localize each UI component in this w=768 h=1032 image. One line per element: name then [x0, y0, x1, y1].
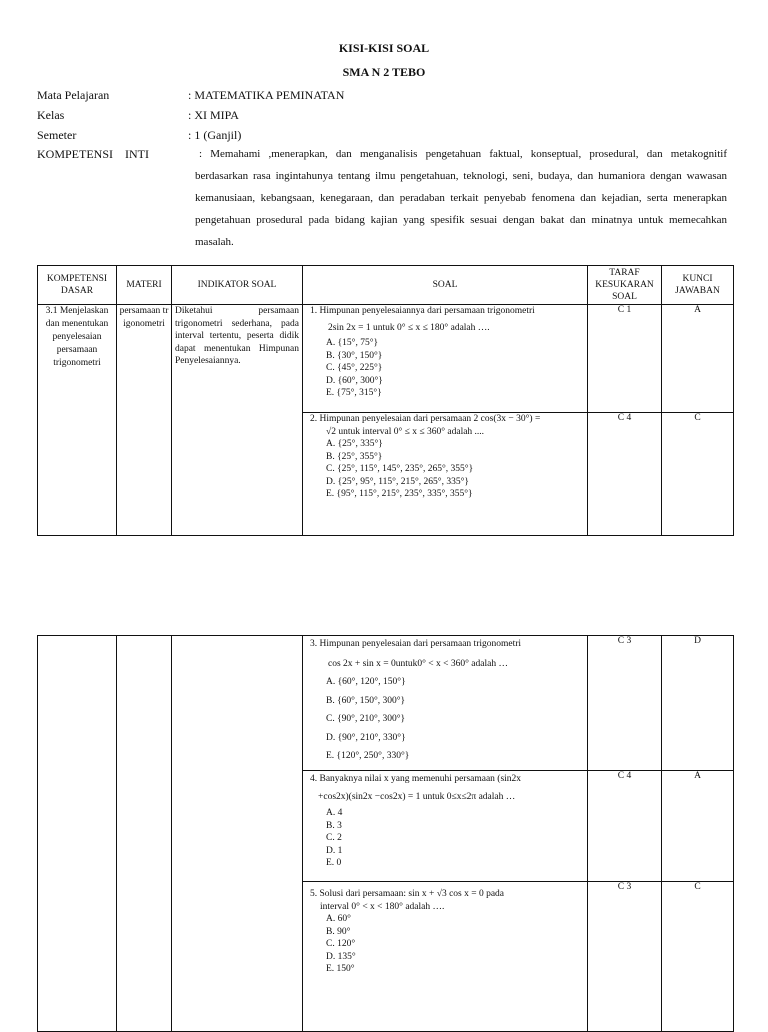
school-name: SMA N 2 TEBO	[342, 65, 426, 79]
option-a: A. {15°, 75°}	[326, 338, 379, 348]
option-a: A. 4	[326, 808, 343, 818]
grid-table-page-1	[37, 265, 734, 536]
question-math: interval 0° < x < 180° adalah ….	[320, 901, 445, 912]
indikator-cell: Diketahui persamaan trigonometri sederhana, pada interval tertentu, peserta didik dapat menentukan Himpunan Penyelesaiannya.	[172, 305, 303, 536]
option-c: C. {25°, 115°, 145°, 235°, 265°, 355°}	[326, 464, 474, 474]
indikator-cell-empty	[172, 636, 303, 1032]
option-a: A. {25°, 335°}	[326, 439, 383, 449]
option-a: A. 60°	[326, 914, 351, 924]
question-3	[303, 636, 588, 771]
header-taraf: TARAF KESUKARAN SOAL	[588, 266, 662, 305]
question-stem: 3. Himpunan penyelesaian dari persamaan trigonometri	[310, 639, 522, 649]
option-d: D. {90°, 210°, 330°}	[326, 732, 406, 743]
header-kd: KOMPETENSI DASAR	[38, 266, 117, 305]
header-kunci: KUNCI JAWABAN	[662, 266, 734, 305]
option-e: E. 150°	[326, 964, 355, 974]
option-e: E. {75°, 315°}	[326, 388, 382, 398]
option-b: B. {25°, 355°}	[326, 451, 383, 462]
option-c: C. {90°, 210°, 300°}	[326, 714, 406, 724]
option-b: B. {30°, 150°}	[326, 350, 383, 361]
option-b: B. 3	[326, 820, 342, 831]
kd-cell: 3.1 Menjelaskan dan menentukan penyelesaian persamaan trigonometri	[38, 305, 117, 536]
question-math: +cos2x)(sin2x −cos2x) = 1 untuk 0≤x≤2π adalah …	[318, 791, 516, 802]
question-stem: 2. Himpunan penyelesaian dari persamaan 2 cos(3x − 30°) =	[310, 414, 541, 424]
taraf-cell: C 4	[588, 413, 662, 536]
grid-table-page-2	[37, 635, 734, 1032]
question-math: 2sin 2x = 1 untuk 0° ≤ x ≤ 180° adalah ….	[328, 322, 490, 333]
taraf-cell: C 3	[588, 636, 662, 771]
taraf-cell: C 4	[588, 771, 662, 882]
question-1	[303, 305, 588, 413]
header-materi: MATERI	[117, 266, 172, 305]
option-e: E. 0	[326, 858, 342, 868]
kunci-cell: D	[662, 636, 734, 771]
document-title: KISI-KISI SOAL	[338, 41, 430, 55]
kunci-cell: A	[662, 771, 734, 882]
option-a: A. {60°, 120°, 150°}	[326, 677, 406, 687]
option-e: E. {120°, 250°, 330°}	[326, 751, 410, 761]
materi-cell: persamaan trigonometri	[117, 305, 172, 536]
option-c: C. 2	[326, 833, 342, 843]
taraf-cell: C 3	[588, 882, 662, 1032]
taraf-cell: C 1	[588, 305, 662, 413]
option-c: C. {45°, 225°}	[326, 363, 383, 373]
header-soal: SOAL	[303, 266, 588, 305]
option-d: D. {25°, 95°, 115°, 215°, 265°, 335°}	[326, 476, 469, 487]
option-c: C. 120°	[326, 939, 356, 949]
question-stem: 5. Solusi dari persamaan: sin x + √3 cos x = 0 pada	[310, 889, 505, 899]
semester-label: Semeter	[37, 128, 77, 142]
option-b: B. 90°	[326, 926, 351, 937]
option-d: D. {60°, 300°}	[326, 375, 383, 386]
question-2	[303, 413, 588, 536]
core-competence-label: KOMPETENSI INTI	[37, 147, 149, 161]
semester-value: : 1 (Ganjil)	[188, 128, 242, 142]
question-stem: 4. Banyaknya nilai x yang memenuhi persamaan (sin2x	[310, 774, 522, 784]
header-indikator: INDIKATOR SOAL	[172, 266, 303, 305]
table-row	[38, 305, 734, 413]
question-stem: 1. Himpunan penyelesaiannya dari persamaan trigonometri	[310, 306, 535, 316]
question-math: cos 2x + sin x = 0untuk0° < x < 360° adalah …	[328, 658, 508, 669]
kunci-cell: A	[662, 305, 734, 413]
question-5	[303, 882, 588, 1032]
kunci-cell: C	[662, 882, 734, 1032]
class-value: : XI MIPA	[188, 108, 239, 122]
subject-label: Mata Pelajaran	[37, 88, 110, 102]
core-competence-text: : Memahami ,menerapkan, dan menganalisis pengetahuan faktual, konseptual, prosedural, dan metakognitif berdasarkan rasa ingintahunya tentang ilmu pengetahuan, teknologi, seni, budaya, dan humaniora dengan wawasan kemanusiaan, kebangsaan, kenegaraan, dan peradaban terkait penyebab fenomena dan kejadian, serta menerapkan pengetahuan prosedural pada bidang kajian yang spesifik sesuai dengan bakat dan minatnya untuk memecahkan masalah.	[195, 148, 727, 248]
option-d: D. 135°	[326, 951, 356, 962]
class-label: Kelas	[37, 108, 65, 122]
question-math: √2 untuk interval 0° ≤ x ≤ 360° adalah ....	[326, 426, 485, 437]
kunci-cell: C	[662, 413, 734, 536]
table-row	[38, 636, 734, 771]
kd-cell-empty	[38, 636, 117, 1032]
option-e: E. {95°, 115°, 215°, 235°, 335°, 355°}	[326, 489, 473, 499]
question-4	[303, 771, 588, 882]
option-d: D. 1	[326, 845, 343, 856]
materi-cell-empty	[117, 636, 172, 1032]
subject-value: : MATEMATIKA PEMINATAN	[188, 88, 345, 102]
option-b: B. {60°, 150°, 300°}	[326, 695, 406, 706]
